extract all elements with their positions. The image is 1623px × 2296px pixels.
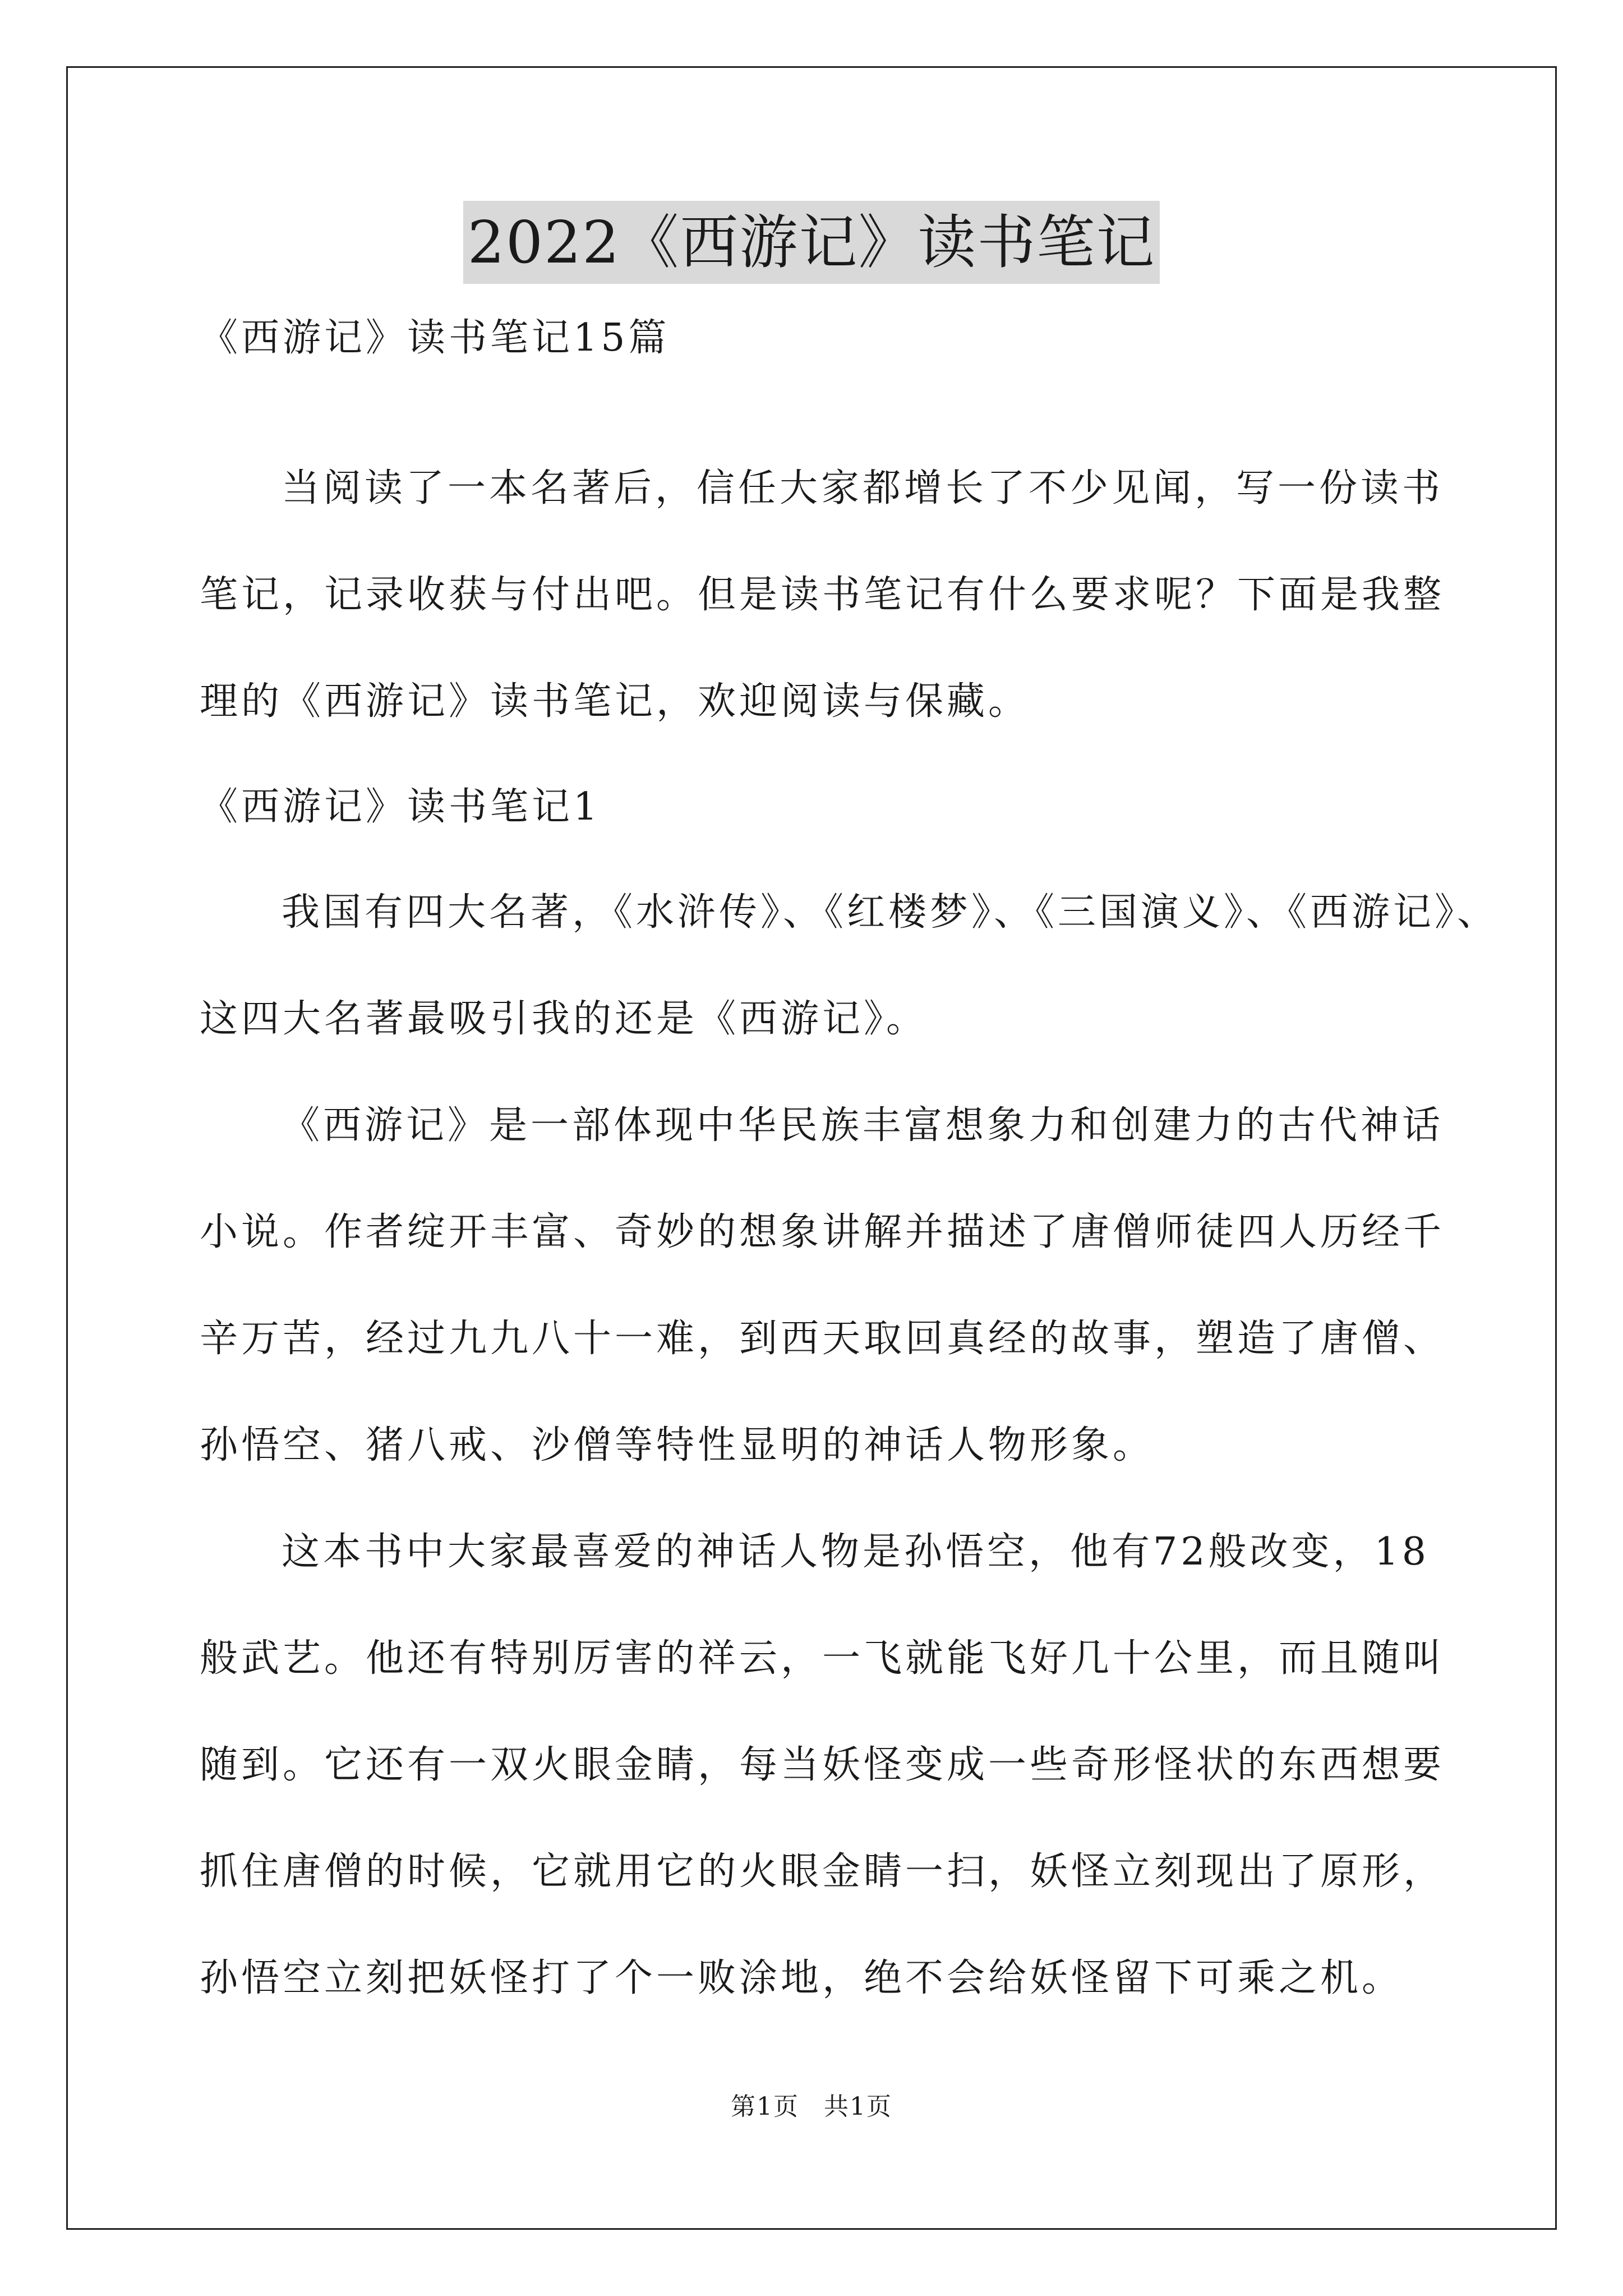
document-title: 2022《西游记》读书笔记: [463, 201, 1160, 284]
paragraph-line: 小说。作者绽开丰富、奇妙的想象讲解并描述了唐僧师徒四人历经千: [200, 1210, 1445, 1254]
paragraph-line: 当阅读了一本名著后，信任大家都增长了不少见闻，写一份读书: [282, 466, 1444, 510]
title-container: [0, 201, 1623, 284]
section-heading: 《西游记》读书笔记15篇: [200, 316, 670, 360]
paragraph-line: 《西游记》是一部体现中华民族丰富想象力和创建力的古代神话: [282, 1103, 1444, 1148]
paragraph-line: 般武艺。他还有特别厉害的祥云，一飞就能飞好几十公里，而且随叫: [200, 1636, 1445, 1681]
page-number-total: 共1页: [824, 2092, 892, 2121]
page-footer: [0, 2090, 1623, 2124]
paragraph-line: 这四大名著最吸引我的还是《西游记》。: [200, 997, 928, 1041]
page-number-current: 第1页: [731, 2092, 799, 2121]
paragraph-line: 笔记，记录收获与付出吧。但是读书笔记有什么要求呢？下面是我整: [200, 573, 1445, 617]
paragraph-line: 这本书中大家最喜爱的神话人物是孙悟空，他有72般改变，18: [282, 1530, 1430, 1574]
paragraph-line: 孙悟空立刻把妖怪打了个一败涂地，绝不会给妖怪留下可乘之机。: [200, 1956, 1404, 2000]
paragraph-line: 理的《西游记》读书笔记，欢迎阅读与保藏。: [200, 679, 1030, 724]
paragraph-line: 辛万苦，经过九九八十一难，到西天取回真经的故事，塑造了唐僧、: [200, 1317, 1445, 1361]
paragraph-line: 抓住唐僧的时候，它就用它的火眼金睛一扫，妖怪立刻现出了原形，: [200, 1849, 1445, 1894]
paragraph-line: 我国有四大名著，《水浒传》、《红楼梦》、《三国演义》、《西游记》、: [282, 890, 1499, 935]
section-heading: 《西游记》读书笔记1: [200, 785, 601, 829]
paragraph-line: 随到。它还有一双火眼金睛，每当妖怪变成一些奇形怪状的东西想要: [200, 1743, 1445, 1787]
paragraph-line: 孙悟空、猪八戒、沙僧等特性显明的神话人物形象。: [200, 1423, 1155, 1467]
